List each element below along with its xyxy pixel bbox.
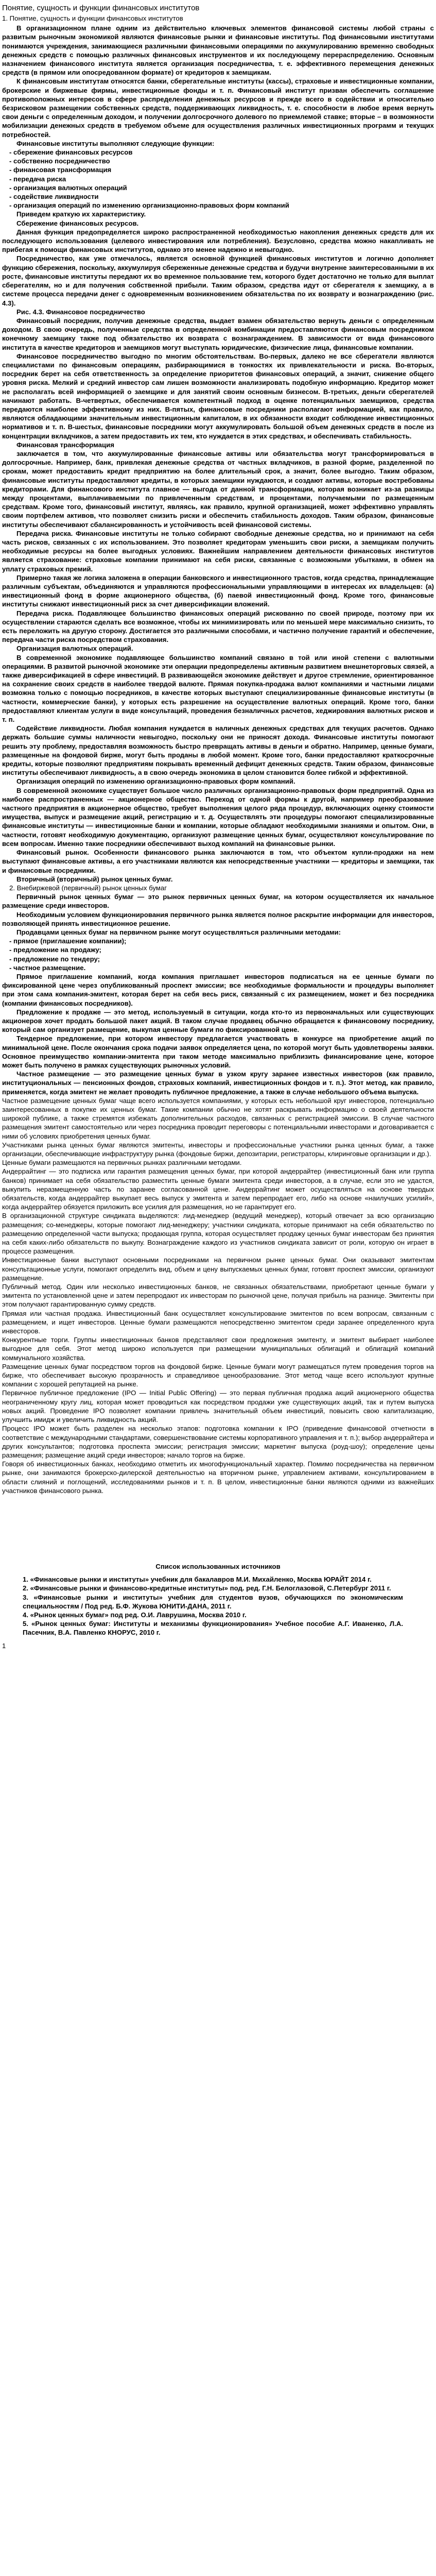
paragraph: В современной экономике подавляющее большинство компаний связано в той или иной степени с валютными операциями. В развитой рыночной экономике эти операции предопределены активным развитием внешнеторговых связей, а также диверсификацией в сфере инвестиций. В развивающейся экономике действует и другое стремление, ориентированное на сохранение своих средств в наиболее твердой валюте. Прямая покупка-продажа валют компаниями и частными лицами возможна только с помощью посредников, в качестве которых выступают специализированные финансовые институты (в частности, коммерческие банки), у которых есть разрешение на осуществление валютных операций. Кроме того, банки предоставляют клиентам услуги в виде консультаций, проведения безналичных расчетов, хеджирования валютных рисков и т. п. bbox=[2, 653, 434, 724]
paragraph: Андеррайтинг — это подписка или гарантия размещения ценных бумаг, при которой андеррайтер (инвестиционный банк или группа банков) принимает на себя обязательство разместить ценные бумаги эмитента среди инвесторов, а в случае, если это не удастся, выкупить неразмещенную часть по заранее согласованной цене. Андеррайтинг может осуществляться на основе твердых обязательств, когда андеррайтер выкупает весь выпуск у эмитента и затем перепродает его, либо на основе «наилучших усилий», когда андеррайтер обязуется приложить все усилия для размещения, но не гарантирует его. bbox=[2, 1167, 434, 1211]
paragraph: заключается в том, что аккумулированные финансовые активы или обязательства могут трансформироваться в долгосрочные. Например, банк, привлекая денежные средства от частных вкладчиков, в разной форме, разделенной по срокам, может предоставить кредит предприятию на более длительный срок, а значит, более выгодно. Таким образом, финансовые институты предоставляют кредиты, в которых заемщики нуждаются, и создают активы, которые востребованы кредиторами. Для финансового института главное — выгода от данной трансформации, которая возникает из-за разницы между процентами, выплачиваемыми по привлеченным средствам, и процентами, получаемыми по размещенным средствам. Кроме того, финансовый институт, являясь, как правило, крупной организацией, может эффективно управлять своим портфелем активов, что позволяет снизить риски и обеспечить стабильность доходов. Таким образом, финансовые институты обеспечивают сбалансированность и устойчивость всей финансовой системы. bbox=[2, 449, 434, 529]
paragraph: Частное размещение — это размещение ценных бумаг в узком кругу заранее известных инвесторов (как правило, институциональных — пенсионных фондов, страховых компаний, инвестиционных фондов и т. п.). Этот метод, как правило, применяется, когда эмитент не желает проводить публичное предложение, а также в случае небольшого объема выпуска. bbox=[2, 1070, 434, 1096]
paragraph: Рис. 4.3. Финансовое посредничество bbox=[16, 308, 145, 316]
paragraph: - частное размещение. bbox=[9, 963, 86, 972]
paragraph: Ценные бумаги размещаются на первичных рынках различными методами. bbox=[2, 1159, 242, 1167]
paragraph: 2. Внебиржевой (первичный) рынок ценных бумаг bbox=[9, 884, 167, 892]
paragraph: Инвестиционные банки выступают основными посредниками на первичном рынке ценных бумаг. Они оказывают эмитентам консультационные услуги, помогают определить вид, объем и цену выпускаемых ценных бумаг, готовят проспект эмиссии, организуют размещение. bbox=[2, 1256, 434, 1282]
paragraph: В организационном плане одним из действительно ключевых элементов финансовой системы любой страны с развитым рыночным экономикой являются финансовые рынки и финансовые институты. Под финансовыми институтами понимаются учреждения, занимающиеся различными финансовыми операциями по аккумулированию временно свободных денежных средств с помощью различных финансовых инструментов и их последующему перераспределению. Основным назначением финансового института является организация посредничества, т. е. эффективного перемещения денежных средств (в прямом или опосредованном формате) от кредиторов к заемщикам. bbox=[2, 24, 434, 77]
paragraph: Тендерное предложение, при котором инвестору предлагается участвовать в конкурсе на приобретение акций по минимальной цене. После окончания срока подачи заявок определяется цена, по которой могут быть удовлетворены заявки. Основное преимущество компании-эмитента при таком методе максимально приблизить финансирование цене, которое может быть получено в рамках существующих рыночных условий. bbox=[2, 1035, 434, 1069]
paragraph: В организационной структуре синдиката выделяются: лид-менеджер (ведущий менеджер), который отвечает за всю организацию размещения; со-менеджеры, которые помогают лид-менеджеру; участники синдиката, которые принимают на себя обязательство по размещению определенной части выпуска; продающая группа, которая осуществляет продажу ценных бумаг инвесторам без принятия на себя каких-либо обязательств по выкупу. Вознаграждение каждого из участников синдиката зависит от роли, которую он играет в процессе размещения. bbox=[2, 1212, 434, 1256]
paragraph: Передача риска. Финансовые институты не только собирают свободные денежные средства, но и принимают на себя часть рисков, связанных с их использованием. Это позволяет кредиторам уменьшить свои риски, а заемщикам получить необходимые ресурсы на более выгодных условиях. Важнейшим направлением деятельности финансовых институтов является страхование: страховые компании принимают на себя риски, связанные с возможными убытками, в обмен на уплату страховых премий. bbox=[2, 529, 434, 573]
paragraph: - передача риска bbox=[9, 175, 66, 183]
paragraph: Финансовый посредник, получив денежные средства, выдает взамен обязательство вернуть деньги с определенным доходом. В свою очередь, полученные средства в определенной комбинации предоставляются финансовым посредником конечному заемщику также под обязательство их возврата с вознаграждением. В зависимости от вида финансового института в качестве кредиторов и заемщиков могут выступать юридические, физические лица, финансовые компании. bbox=[2, 316, 434, 351]
document-body bbox=[2, 24, 434, 1495]
paragraph: Необходимым условием функционирования первичного рынка является полное раскрытие информации для инвесторов, позволяющей принять инвестиционное решение. bbox=[2, 910, 434, 927]
paragraph: Примерно такая же логика заложена в операции банковского и инвестиционного трастов, когда средства, принадлежащие различным субъектам, объединяются и управляются профессиональными управляющими в интересах их владельцев: (а) инвестиционный фонд в форме акционерного общества, (б) паевой инвестиционный фонд. Кроме того, финансовые институты снижают инвестиционный риск за счет диверсификации вложений. bbox=[2, 573, 434, 608]
paragraph: Вторичный (вторичный) рынок ценных бумаг. bbox=[16, 875, 173, 883]
paragraph: - организация валютных операций bbox=[9, 183, 127, 192]
document-subtitle: 1. Понятие, сущность и функции финансовых институтов bbox=[2, 14, 183, 22]
paragraph: - предложение на продажу; bbox=[9, 946, 101, 954]
paragraph: Содействие ликвидности. Любая компания нуждается в наличных денежных средствах для текущих расчетов. Однако держать большие суммы наличности невыгодно, поскольку они не приносят дохода. Финансовые институты помогают решить эту проблему, предоставляя возможность быстро превращать активы в деньги и обратно. Например, ценные бумаги, размещенные на фондовой бирже, могут быть проданы в любой момент. Кроме того, банки предоставляют краткосрочные кредиты, которые позволяют предприятиям покрывать временный дефицит денежных средств. Таким образом, финансовые институты обеспечивают ликвидность, а в свою очередь экономика в целом становится более гибкой и эффективной. bbox=[2, 724, 434, 777]
paragraph: - сбережение финансовых ресурсов bbox=[9, 148, 133, 157]
reference-item: 4. «Рынок ценных бумаг» под ред. О.И. Лаврушина, Москва 2010 г. bbox=[23, 1611, 247, 1619]
paragraph: Финансовая трансформация bbox=[16, 440, 114, 449]
paragraph: Продавцами ценных бумаг на первичном рынке могут осуществляться различными методами: bbox=[16, 928, 341, 936]
paragraph: Данная функция предопределяется широко распространенной необходимостью накопления денежных средств для их последующего использования (целевого инвестирования или потребления). Безусловно, средства можно накапливать не прибегая к помощи финансовых институтов, однако это менее надежно и невыгодно. bbox=[2, 228, 434, 254]
paragraph: К финансовым институтам относятся банки, сберегательные институты (кассы), страховые и инвестиционные компании, брокерские и биржевые фирмы, инвестиционные фонды и т. п. Финансовый институт призван обеспечить соглашение противоположных интересов в сфере распределения денежных ресурсов и прежде всего в содействии и относительно безрисковом размещении собственных средств, поддерживающих ликвидность, т. е. способности в любое время вернуть свои деньги с определенным доходом, и получении долгосрочного долевого по приемлемой ставке; вторые – в возможности мобилизации денежных средств в требуемом объеме для осуществления различных инвестиционных программ и текущих потребностей. bbox=[2, 77, 434, 139]
paragraph: В современной экономике существует большое число различных организационно-правовых форм предприятий. Одна из наиболее распространенных — акционерное общество. Переход от одной формы к другой, например преобразование частного предприятия в акционерное общество, требует выполнения целого ряда процедур, включающих оценку стоимости имущества, выпуск и размещение акций, регистрацию и т. д. Осуществлять эти процедуры помогают специализированные финансовые институты — инвестиционные банки и компании, которые обладают необходимыми знаниями и опытом. Они, в частности, готовят необходимую документацию, организуют размещение ценных бумаг, осуществляют консультирование по всем вопросам. Именно такие посредники обеспечивают выход компаний на финансовые рынки. bbox=[2, 786, 434, 848]
paragraph: Финансовый рынок. Особенности финансового рынка заключаются в том, что объектом купли-продажи на нем выступают финансовые активы, а его участниками являются как непосредственные участники — кредиторы и заемщики, так и финансовые посредники. bbox=[2, 849, 434, 874]
paragraph: Финансовое посредничество выгодно по многим обстоятельствам. Во-первых, далеко не все сберегатели являются специалистами по финансовым операциям, разбирающимися в тонкостях их привлекательности и риска. Во-вторых, посредник берет на себя ответственность за определение приоритетов финансовых операций, а значит, снижение общего уровня риска. Мелкий и средний инвестор сам лишен возможности анализировать подобную информацию. Кредитор может не располагать всей информацией о заемщике и для занятий своим основным бизнесом. В-третьих, деньги сберегателей начинают работать. В-четвертых, обеспечивается компетентный подход в оценке потенциальных заемщиков, средства передаются наиболее эффективному из них. В-пятых, финансовые посредники располагают информацией, как правило, являются обладающими значительным инвестиционным капиталом, в их обязанности входит соблюдение инвестиционных нормативов и т. п. В-шестых, финансовые посредники могут аккумулировать большой объем денежных средств в после из концентрации вкладчиков, а затем предоставить их тем, кто нуждается в этих средствах, и обеспечивать стабильность. bbox=[2, 352, 434, 440]
paragraph: Процесс IPO может быть разделен на несколько этапов: подготовка компании к IPO (приведение финансовой отчетности в соответствие с международными стандартами, совершенствование системы корпоративного управления и т. п.); выбор андеррайтера и других консультантов; подготовка проспекта эмиссии; регистрация эмиссии; маркетинг выпуска (роуд-шоу); определение цены размещения; размещение акций среди инвесторов; начало торгов на бирже. bbox=[2, 1425, 434, 1459]
paragraph: Передача риска. Подавляющее большинство финансовых операций рискованно по своей природе, поэтому при их осуществлении стараются сделать все возможное, чтобы их минимизировать или по меньшей мере максимально снизить, то есть переложить на другую сторону. Достигается это различными способами, и частично получение гарантий и обеспечение, передача части риска посредством страхования. bbox=[2, 609, 434, 644]
paragraph: Приведем краткую их характеристику. bbox=[16, 210, 146, 218]
paragraph: Посредничество, как уже отмечалось, является основной функцией финансовых институтов и логично дополняет функцию сбережения, поскольку, аккумулируя сбереженные денежные средства и будучи внутренне заинтересованными в их росте, финансовые институты передают их во временное пользование тем, которого будет достаточно не только для выплат сберегателям, но и для получения собственной прибыли. Таким образом, средства идут от сберегателя к заемщику, а в системе процесса передачи денег с одновременным возникновением обязательства по их возврату и вознаграждению (рис. 4.3). bbox=[2, 255, 434, 307]
paragraph: Предложение к продаже — это метод, используемый в ситуации, когда кто-то из первоначальных или существующих акционеров хочет продать большой пакет акций. В таком случае продавец обычно обращается к финансовому посреднику, который сам организует размещение, выкупая ценные бумаги по фиксированной цене. bbox=[2, 1008, 434, 1034]
paragraph: Говоря об инвестиционных банках, необходимо отметить их многофункциональный характер. Помимо посредничества на первичном рынке, они занимаются брокерско-дилерской деятельностью на вторичном рынке, управлением активами, консультированием в области слияний и поглощений, исследованиями рынков и т. п. В целом, инвестиционные банки являются одними из важнейших участников финансового рынка. bbox=[2, 1460, 434, 1495]
paragraph: Прямое приглашение компаний, когда компания приглашает инвесторов подписаться на ее ценные бумаги по фиксированной цене через опубликованный проспект эмиссии; все необходимые формальности и процедуры выполняет при этом сама компания-эмитент, которая берет на себя весь риск, связанный с их размещением, может и без посредника (компании финансовых посредников). bbox=[2, 972, 434, 1007]
reference-item: 2. «Финансовые рынки и финансово-кредитные институты» под. ред. Г.Н. Белоглазовой, С.Петербург 2011 г. bbox=[23, 1584, 391, 1592]
references-title: Список использованных источников bbox=[155, 1562, 281, 1570]
paragraph: Размещение ценных бумаг посредством торгов на фондовой бирже. Ценные бумаги могут размещаться путем проведения торгов на бирже, что обеспечивает высокую прозрачность и справедливое ценообразование. Этот метод чаще всего используют крупные компании с хорошей репутацией на рынке. bbox=[2, 1362, 434, 1388]
paragraph: Частное размещение ценных бумаг чаще всего используется компаниями, у которых есть небольшой круг инвесторов, потенциально заинтересованных в покупке их ценных бумаг. Такие компании обычно не хотят раскрывать информацию о своей деятельности широкой публике, а также стремятся избежать дополнительных расходов, связанных с регистрацией эмиссии. В случае частного размещения эмитент самостоятельно или через посредника проводит переговоры с потенциальными инвесторами и договаривается с ними об условиях приобретения ценных бумаг. bbox=[2, 1096, 434, 1140]
paragraph: Конкурентные торги. Группы инвестиционных банков представляют свои предложения эмитенту, и эмитент выбирает наиболее выгодное для себя. Этот метод широко используется при размещении муниципальных облигаций и облигаций компаний коммунального хозяйства. bbox=[2, 1336, 434, 1362]
reference-item: 3. «Финансовые рынки и институты» учебник для студентов вузов, обучающихся по экономическим специальностям / Под ред. Б.Ф. Жукова ЮНИТИ-ДАНА, 2011 г. bbox=[23, 1593, 403, 1610]
paragraph: - предложение по тендеру; bbox=[9, 955, 100, 963]
paragraph: Организация валютных операций. bbox=[16, 645, 133, 653]
paragraph: - организация операций по изменению организационно-правовых форм компаний bbox=[9, 201, 289, 210]
paragraph: Сбережение финансовых ресурсов. bbox=[16, 219, 139, 227]
references-list bbox=[2, 1575, 434, 1637]
paragraph: Первичный рынок ценных бумаг — это рынок первичных ценных бумаг, на котором осуществляется их начальное размещение среди инвесторов. bbox=[2, 893, 434, 910]
paragraph: - прямое (приглашение компании); bbox=[9, 937, 127, 945]
paragraph: Первичное публичное предложение (IPO — Initial Public Offering) — это первая публичная продажа акций акционерного общества неограниченному кругу лиц, которая может проводиться как посредством продажи уже существующих акций, так и путем выпуска новых акций. Проведение IPO позволяет компании привлечь значительный объем инвестиций, повысить свою капитализацию, улучшить имидж и увеличить ликвидность акций. bbox=[2, 1389, 434, 1424]
paragraph: - финансовая трансформация bbox=[9, 166, 112, 174]
paragraph: Участниками рынка ценных бумаг являются эмитенты, инвесторы и профессиональные участники рынка ценных бумаг, а также организации, обеспечивающие инфраструктуру рынка (фондовые биржи, депозитарии, регистраторы, клиринговые организации и др.). bbox=[2, 1141, 434, 1158]
page-number: 1 bbox=[2, 1641, 6, 1650]
paragraph: Финансовые институты выполняют следующие функции: bbox=[16, 139, 215, 147]
paragraph: - содействие ликвидности bbox=[9, 193, 99, 201]
document-title: Понятие, сущность и функции финансовых институтов bbox=[2, 4, 200, 12]
paragraph: Организация операций по изменению организационно-правовых форм компаний. bbox=[16, 777, 295, 786]
reference-item: 5. «Рынок ценных бумаг: Институты и механизмы функционирования» Учебное пособие А.Г. Иваненко, Л.А. Пасечник, В.А. Павленко КНОРУС, 2010 г. bbox=[23, 1620, 403, 1637]
reference-item: 1. «Финансовые рынки и институты» учебник для бакалавров М.И. Михайленко, Москва ЮРАЙТ 2014 г. bbox=[23, 1575, 372, 1584]
paragraph: - собственно посредничество bbox=[9, 157, 110, 165]
paragraph: Публичный метод. Один или несколько инвестиционных банков, не связанных обязательствами, приобретают ценные бумаги у эмитента по установленной цене и затем перепродают их инвесторам по рыночной цене, получая прибыль на разнице. Эмитенты при этом получают гарантированную сумму средств. bbox=[2, 1283, 434, 1309]
paragraph: Прямая или частная продажа. Инвестиционный банк осуществляет консультирование эмитентов по всем вопросам, связанным с размещением, и ищет инвесторов. Ценные бумаги размещаются непосредственно эмитентом среди заранее определенного круга инвесторов. bbox=[2, 1309, 434, 1335]
